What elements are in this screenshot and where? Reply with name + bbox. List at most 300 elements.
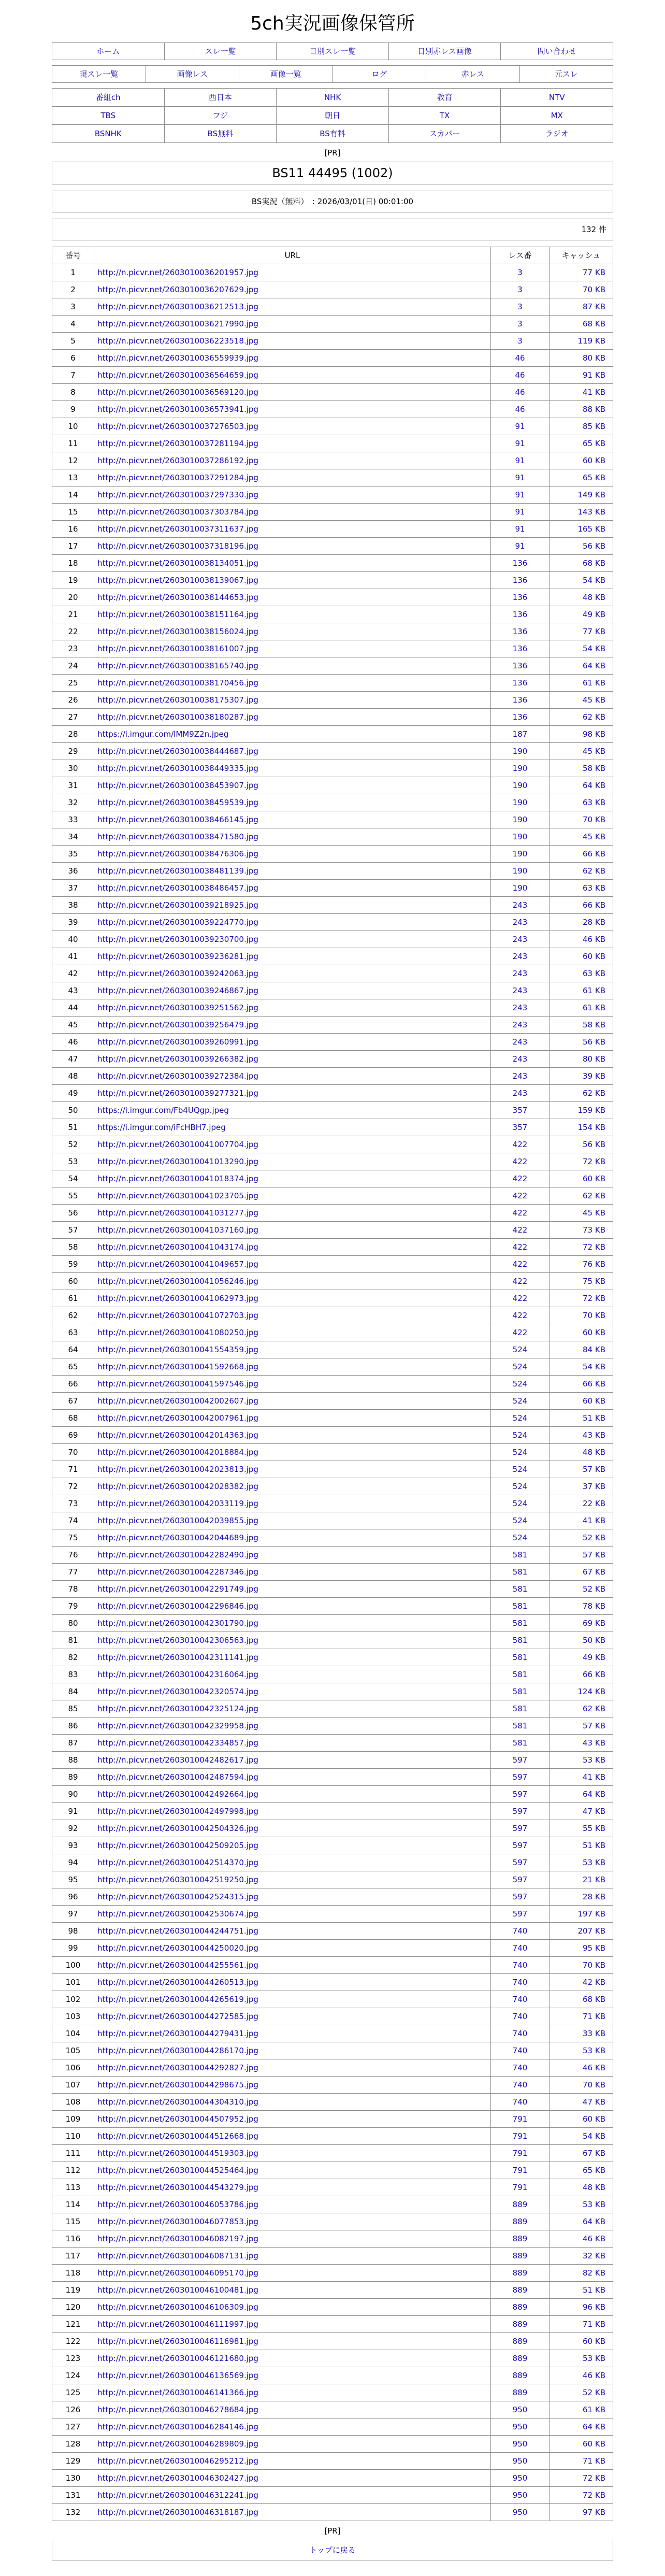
cache-link[interactable]	[550, 948, 613, 965]
cache-link[interactable]	[550, 1034, 613, 1051]
cache-link[interactable]	[550, 1666, 613, 1683]
image-url-link[interactable]: http://n.picvr.net/2603010038161007.jpg	[97, 644, 258, 653]
res-number-link[interactable]: 950	[491, 2401, 550, 2418]
cache-link[interactable]	[550, 555, 613, 572]
cache-link[interactable]	[550, 2470, 613, 2487]
cache-link[interactable]	[550, 1923, 613, 1940]
res-number-link[interactable]: 190	[491, 828, 550, 846]
image-url-link[interactable]: http://n.picvr.net/2603010039272384.jpg	[97, 1071, 258, 1081]
cache-size-link[interactable]: 72 KB	[583, 1294, 605, 1303]
cache-size-link[interactable]: 53 KB	[583, 1755, 605, 1765]
image-url-link[interactable]: http://n.picvr.net/2603010046106309.jpg	[97, 2302, 258, 2312]
cache-link[interactable]	[550, 2077, 613, 2094]
image-url-link[interactable]: http://n.picvr.net/2603010038449335.jpg	[97, 764, 258, 773]
cache-link[interactable]	[550, 2248, 613, 2265]
cache-size-link[interactable]: 51 KB	[583, 2285, 605, 2295]
cache-link[interactable]	[550, 1153, 613, 1170]
image-url-link[interactable]: http://n.picvr.net/2603010042002607.jpg	[97, 1396, 258, 1406]
image-url-link[interactable]: https://i.imgur.com/Fb4UQgp.jpeg	[97, 1106, 229, 1115]
cache-link[interactable]	[550, 2299, 613, 2316]
res-number-link[interactable]: 243	[491, 999, 550, 1017]
image-url-link[interactable]: http://n.picvr.net/2603010041018374.jpg	[97, 1174, 258, 1183]
nav-item-link[interactable]: 日別赤レス画像	[417, 47, 472, 56]
image-url-link[interactable]: http://n.picvr.net/2603010038151164.jpg	[97, 610, 258, 619]
image-url-link[interactable]: http://n.picvr.net/2603010042482617.jpg	[97, 1755, 258, 1765]
cache-size-link[interactable]: 58 KB	[583, 1020, 605, 1029]
channel-item[interactable]	[52, 125, 165, 143]
res-number-link[interactable]: 136	[491, 640, 550, 657]
cache-link[interactable]	[550, 777, 613, 794]
res-number-link[interactable]: 357	[491, 1102, 550, 1119]
cache-link[interactable]	[550, 1769, 613, 1786]
image-url-link[interactable]: http://n.picvr.net/2603010046312241.jpg	[97, 2491, 258, 2500]
image-url-link[interactable]: http://n.picvr.net/2603010042492664.jpg	[97, 1790, 258, 1799]
res-number-link[interactable]: 243	[491, 1017, 550, 1034]
channel-item-link[interactable]: 西日本	[208, 92, 232, 102]
cache-size-link[interactable]: 45 KB	[583, 832, 605, 841]
image-url-link[interactable]: http://n.picvr.net/2603010046100481.jpg	[97, 2285, 258, 2295]
res-number-link[interactable]: 3	[491, 298, 550, 316]
res-number-link[interactable]: 889	[491, 2333, 550, 2350]
res-number-link[interactable]: 524	[491, 1393, 550, 1410]
subnav-item[interactable]	[52, 66, 146, 83]
cache-size-link[interactable]: 54 KB	[583, 576, 605, 585]
cache-size-link[interactable]: 55 KB	[583, 1824, 605, 1833]
cache-link[interactable]	[550, 2025, 613, 2042]
res-number-link[interactable]: 243	[491, 1085, 550, 1102]
res-number-link[interactable]: 524	[491, 1341, 550, 1358]
image-url-link[interactable]: http://n.picvr.net/2603010042306563.jpg	[97, 1636, 258, 1645]
image-url-link[interactable]: http://n.picvr.net/2603010044507952.jpg	[97, 2114, 258, 2124]
cache-link[interactable]	[550, 1273, 613, 1290]
cache-size-link[interactable]: 46 KB	[583, 2063, 605, 2072]
image-url-link[interactable]: http://n.picvr.net/2603010042320574.jpg	[97, 1687, 258, 1696]
res-number-link[interactable]: 243	[491, 982, 550, 999]
image-url-link[interactable]: http://n.picvr.net/2603010037286192.jpg	[97, 456, 258, 465]
image-url-link[interactable]: http://n.picvr.net/2603010041049657.jpg	[97, 1260, 258, 1269]
channel-item[interactable]	[164, 125, 277, 143]
res-number-link[interactable]: 136	[491, 657, 550, 675]
res-number-link[interactable]: 740	[491, 2008, 550, 2025]
cache-link[interactable]	[550, 1957, 613, 1974]
image-url-link[interactable]: http://n.picvr.net/2603010046295212.jpg	[97, 2456, 258, 2466]
res-number-link[interactable]: 950	[491, 2470, 550, 2487]
res-number-link[interactable]: 524	[491, 1376, 550, 1393]
cache-link[interactable]	[550, 1615, 613, 1632]
res-number-link[interactable]: 581	[491, 1615, 550, 1632]
image-url-link[interactable]: http://n.picvr.net/2603010039230700.jpg	[97, 935, 258, 944]
cache-size-link[interactable]: 66 KB	[583, 1379, 605, 1389]
res-number-link[interactable]: 422	[491, 1205, 550, 1222]
image-url-link[interactable]: http://n.picvr.net/2603010046087131.jpg	[97, 2251, 258, 2260]
nav-item-link[interactable]: 日別スレ一覧	[309, 47, 356, 56]
cache-size-link[interactable]: 47 KB	[583, 1807, 605, 1816]
cache-size-link[interactable]: 57 KB	[583, 1465, 605, 1474]
cache-size-link[interactable]: 68 KB	[583, 559, 605, 568]
res-number-link[interactable]: 91	[491, 538, 550, 555]
channel-item-link[interactable]: MX	[551, 110, 563, 120]
cache-size-link[interactable]: 48 KB	[583, 1448, 605, 1457]
cache-link[interactable]	[550, 1410, 613, 1427]
cache-link[interactable]	[550, 1854, 613, 1871]
image-url-link[interactable]: http://n.picvr.net/2603010037297330.jpg	[97, 490, 258, 499]
cache-link[interactable]	[550, 1974, 613, 1991]
image-url-link[interactable]: http://n.picvr.net/2603010044519303.jpg	[97, 2149, 258, 2158]
cache-size-link[interactable]: 54 KB	[583, 2131, 605, 2141]
channel-item[interactable]	[501, 107, 613, 125]
res-number-link[interactable]: 950	[491, 2418, 550, 2436]
image-url-link[interactable]: http://n.picvr.net/2603010039260991.jpg	[97, 1037, 258, 1047]
image-url-link[interactable]: http://n.picvr.net/2603010041062973.jpg	[97, 1294, 258, 1303]
cache-size-link[interactable]: 71 KB	[583, 2012, 605, 2021]
image-url-link[interactable]: http://n.picvr.net/2603010042311141.jpg	[97, 1653, 258, 1662]
cache-size-link[interactable]: 66 KB	[583, 900, 605, 910]
cache-size-link[interactable]: 56 KB	[583, 1140, 605, 1149]
image-url-link[interactable]: http://n.picvr.net/2603010046136569.jpg	[97, 2371, 258, 2380]
cache-size-link[interactable]: 32 KB	[583, 2251, 605, 2260]
res-number-link[interactable]: 889	[491, 2196, 550, 2213]
image-url-link[interactable]: http://n.picvr.net/2603010036569120.jpg	[97, 388, 258, 397]
res-number-link[interactable]: 46	[491, 384, 550, 401]
cache-link[interactable]	[550, 316, 613, 333]
image-url-link[interactable]: http://n.picvr.net/2603010041597546.jpg	[97, 1379, 258, 1389]
image-url-link[interactable]: http://n.picvr.net/2603010042044689.jpg	[97, 1533, 258, 1542]
image-url-link[interactable]: http://n.picvr.net/2603010041037160.jpg	[97, 1225, 258, 1235]
image-url-link[interactable]: http://n.picvr.net/2603010039266382.jpg	[97, 1054, 258, 1064]
res-number-link[interactable]: 889	[491, 2350, 550, 2367]
image-url-link[interactable]: http://n.picvr.net/2603010041023705.jpg	[97, 1191, 258, 1200]
res-number-link[interactable]: 46	[491, 350, 550, 367]
cache-size-link[interactable]: 62 KB	[583, 1089, 605, 1098]
res-number-link[interactable]: 889	[491, 2230, 550, 2248]
image-url-link[interactable]: http://n.picvr.net/2603010039256479.jpg	[97, 1020, 258, 1029]
image-url-link[interactable]: http://n.picvr.net/2603010042301790.jpg	[97, 1619, 258, 1628]
cache-size-link[interactable]: 68 KB	[583, 319, 605, 328]
res-number-link[interactable]: 889	[491, 2213, 550, 2230]
cache-size-link[interactable]: 54 KB	[583, 644, 605, 653]
cache-link[interactable]	[550, 2504, 613, 2521]
res-number-link[interactable]: 190	[491, 760, 550, 777]
cache-link[interactable]	[550, 2282, 613, 2299]
res-number-link[interactable]: 46	[491, 367, 550, 384]
cache-size-link[interactable]: 77 KB	[583, 627, 605, 636]
cache-link[interactable]	[550, 504, 613, 521]
cache-link[interactable]	[550, 1051, 613, 1068]
image-url-link[interactable]: http://n.picvr.net/2603010044250020.jpg	[97, 1943, 258, 1953]
res-number-link[interactable]: 597	[491, 1752, 550, 1769]
image-url-link[interactable]: http://n.picvr.net/2603010036564659.jpg	[97, 370, 258, 380]
cache-link[interactable]	[550, 1564, 613, 1581]
image-url-link[interactable]: http://n.picvr.net/2603010041013290.jpg	[97, 1157, 258, 1166]
image-url-link[interactable]: http://n.picvr.net/2603010041592668.jpg	[97, 1362, 258, 1371]
res-number-link[interactable]: 791	[491, 2128, 550, 2145]
cache-link[interactable]	[550, 811, 613, 828]
image-url-link[interactable]: http://n.picvr.net/2603010041007704.jpg	[97, 1140, 258, 1149]
cache-size-link[interactable]: 63 KB	[583, 883, 605, 893]
channel-item-link[interactable]: TX	[439, 110, 450, 120]
cache-size-link[interactable]: 43 KB	[583, 1738, 605, 1748]
cache-link[interactable]	[550, 1222, 613, 1239]
subnav-item[interactable]	[239, 66, 333, 83]
subnav-item[interactable]	[332, 66, 426, 83]
res-number-link[interactable]: 190	[491, 777, 550, 794]
res-number-link[interactable]: 422	[491, 1290, 550, 1307]
image-url-link[interactable]: http://n.picvr.net/2603010042282490.jpg	[97, 1550, 258, 1559]
res-number-link[interactable]: 136	[491, 692, 550, 709]
channel-item-link[interactable]: BS無料	[207, 128, 234, 138]
cache-link[interactable]	[550, 1495, 613, 1512]
channel-item[interactable]	[52, 107, 165, 125]
res-number-link[interactable]: 524	[491, 1358, 550, 1376]
cache-size-link[interactable]: 149 KB	[577, 490, 605, 499]
image-url-link[interactable]: http://n.picvr.net/2603010046116981.jpg	[97, 2337, 258, 2346]
channel-item[interactable]	[277, 125, 389, 143]
res-number-link[interactable]: 581	[491, 1547, 550, 1564]
image-url-link[interactable]: http://n.picvr.net/2603010042023813.jpg	[97, 1465, 258, 1474]
image-url-link[interactable]: http://n.picvr.net/2603010038144653.jpg	[97, 593, 258, 602]
cache-link[interactable]	[550, 999, 613, 1017]
channel-item-link[interactable]: BSNHK	[94, 128, 122, 138]
cache-link[interactable]	[550, 469, 613, 486]
res-number-link[interactable]: 243	[491, 931, 550, 948]
cache-link[interactable]	[550, 1393, 613, 1410]
cache-link[interactable]	[550, 1205, 613, 1222]
res-number-link[interactable]: 889	[491, 2384, 550, 2401]
cache-size-link[interactable]: 69 KB	[583, 1619, 605, 1628]
image-url-link[interactable]: http://n.picvr.net/2603010039218925.jpg	[97, 900, 258, 910]
nav-item-link[interactable]: スレ一覧	[205, 47, 236, 56]
cache-size-link[interactable]: 43 KB	[583, 1430, 605, 1440]
cache-size-link[interactable]: 91 KB	[583, 370, 605, 380]
image-url-link[interactable]: http://n.picvr.net/2603010046111997.jpg	[97, 2320, 258, 2329]
image-url-link[interactable]: http://n.picvr.net/2603010037291284.jpg	[97, 473, 258, 482]
res-number-link[interactable]: 136	[491, 623, 550, 640]
cache-link[interactable]	[550, 743, 613, 760]
cache-size-link[interactable]: 58 KB	[583, 764, 605, 773]
image-url-link[interactable]: http://n.picvr.net/2603010038471580.jpg	[97, 832, 258, 841]
cache-link[interactable]	[550, 640, 613, 657]
res-number-link[interactable]: 791	[491, 2145, 550, 2162]
res-number-link[interactable]: 3	[491, 316, 550, 333]
nav-item[interactable]	[388, 43, 501, 60]
image-url-link[interactable]: http://n.picvr.net/2603010042007961.jpg	[97, 1413, 258, 1423]
image-url-link[interactable]: http://n.picvr.net/2603010037318196.jpg	[97, 541, 258, 551]
cache-link[interactable]	[550, 589, 613, 606]
res-number-link[interactable]: 91	[491, 469, 550, 486]
subnav-item-link[interactable]: 画像一覧	[270, 69, 301, 79]
channel-item-link[interactable]: フジ	[212, 110, 228, 120]
image-url-link[interactable]: https://i.imgur.com/lMM9Z2n.jpeg	[97, 729, 229, 739]
image-url-link[interactable]: http://n.picvr.net/2603010041554359.jpg	[97, 1345, 258, 1354]
channel-item-link[interactable]: 朝日	[324, 110, 340, 120]
cache-link[interactable]	[550, 1598, 613, 1615]
res-number-link[interactable]: 136	[491, 555, 550, 572]
res-number-link[interactable]: 190	[491, 863, 550, 880]
res-number-link[interactable]: 740	[491, 2059, 550, 2077]
res-number-link[interactable]: 597	[491, 1786, 550, 1803]
image-url-link[interactable]: http://n.picvr.net/2603010044525464.jpg	[97, 2166, 258, 2175]
res-number-link[interactable]: 91	[491, 452, 550, 469]
image-url-link[interactable]: http://n.picvr.net/2603010036207629.jpg	[97, 285, 258, 294]
res-number-link[interactable]: 597	[491, 1888, 550, 1906]
image-url-link[interactable]: http://n.picvr.net/2603010036573941.jpg	[97, 405, 258, 414]
cache-size-link[interactable]: 46 KB	[583, 2371, 605, 2380]
cache-size-link[interactable]: 28 KB	[583, 1892, 605, 1901]
image-url-link[interactable]: http://n.picvr.net/2603010042334857.jpg	[97, 1738, 258, 1748]
image-url-link[interactable]: http://n.picvr.net/2603010044298675.jpg	[97, 2080, 258, 2090]
image-url-link[interactable]: http://n.picvr.net/2603010044265619.jpg	[97, 1995, 258, 2004]
cache-size-link[interactable]: 72 KB	[583, 2473, 605, 2483]
res-number-link[interactable]: 740	[491, 1923, 550, 1940]
image-url-link[interactable]: http://n.picvr.net/2603010036212513.jpg	[97, 302, 258, 311]
res-number-link[interactable]: 581	[491, 1683, 550, 1700]
cache-size-link[interactable]: 57 KB	[583, 1550, 605, 1559]
cache-link[interactable]	[550, 1837, 613, 1854]
image-url-link[interactable]: http://n.picvr.net/2603010046284146.jpg	[97, 2422, 258, 2431]
image-url-link[interactable]: http://n.picvr.net/2603010036217990.jpg	[97, 319, 258, 328]
cache-size-link[interactable]: 45 KB	[583, 695, 605, 705]
cache-size-link[interactable]: 72 KB	[583, 2491, 605, 2500]
cache-link[interactable]	[550, 2350, 613, 2367]
cache-link[interactable]	[550, 1187, 613, 1205]
cache-size-link[interactable]: 56 KB	[583, 1037, 605, 1047]
res-number-link[interactable]: 190	[491, 811, 550, 828]
res-number-link[interactable]: 524	[491, 1512, 550, 1529]
nav-item[interactable]	[277, 43, 389, 60]
res-number-link[interactable]: 740	[491, 2042, 550, 2059]
channel-item[interactable]	[277, 107, 389, 125]
cache-size-link[interactable]: 56 KB	[583, 541, 605, 551]
cache-link[interactable]	[550, 846, 613, 863]
channel-item[interactable]	[52, 89, 165, 107]
cache-size-link[interactable]: 64 KB	[583, 2422, 605, 2431]
cache-size-link[interactable]: 68 KB	[583, 1995, 605, 2004]
image-url-link[interactable]: http://n.picvr.net/2603010044304310.jpg	[97, 2097, 258, 2107]
image-url-link[interactable]: http://n.picvr.net/2603010042014363.jpg	[97, 1430, 258, 1440]
cache-link[interactable]	[550, 521, 613, 538]
res-number-link[interactable]: 243	[491, 914, 550, 931]
res-number-link[interactable]: 243	[491, 1068, 550, 1085]
res-number-link[interactable]: 597	[491, 1837, 550, 1854]
cache-size-link[interactable]: 21 KB	[583, 1875, 605, 1884]
res-number-link[interactable]: 190	[491, 794, 550, 811]
cache-link[interactable]	[550, 606, 613, 623]
channel-item[interactable]	[388, 125, 501, 143]
cache-link[interactable]	[550, 2453, 613, 2470]
res-number-link[interactable]: 524	[491, 1444, 550, 1461]
res-number-link[interactable]: 597	[491, 1769, 550, 1786]
cache-size-link[interactable]: 61 KB	[583, 1003, 605, 1012]
image-url-link[interactable]: http://n.picvr.net/2603010046082197.jpg	[97, 2234, 258, 2243]
cache-link[interactable]	[550, 538, 613, 555]
back-to-top[interactable]	[52, 2540, 613, 2560]
cache-size-link[interactable]: 60 KB	[583, 1396, 605, 1406]
cache-size-link[interactable]: 53 KB	[583, 2354, 605, 2363]
cache-link[interactable]	[550, 760, 613, 777]
cache-link[interactable]	[550, 692, 613, 709]
nav-item[interactable]	[501, 43, 613, 60]
image-url-link[interactable]: http://n.picvr.net/2603010038466145.jpg	[97, 815, 258, 824]
res-number-link[interactable]: 889	[491, 2265, 550, 2282]
image-url-link[interactable]: http://n.picvr.net/2603010038175307.jpg	[97, 695, 258, 705]
cache-size-link[interactable]: 80 KB	[583, 353, 605, 363]
image-url-link[interactable]: http://n.picvr.net/2603010039251562.jpg	[97, 1003, 258, 1012]
cache-size-link[interactable]: 80 KB	[583, 1054, 605, 1064]
cache-link[interactable]	[550, 2401, 613, 2418]
nav-item[interactable]	[52, 43, 165, 60]
res-number-link[interactable]: 581	[491, 1666, 550, 1683]
res-number-link[interactable]: 950	[491, 2436, 550, 2453]
cache-size-link[interactable]: 64 KB	[583, 1790, 605, 1799]
cache-size-link[interactable]: 76 KB	[583, 1260, 605, 1269]
res-number-link[interactable]: 791	[491, 2179, 550, 2196]
cache-link[interactable]	[550, 2316, 613, 2333]
res-number-link[interactable]: 597	[491, 1854, 550, 1871]
cache-link[interactable]	[550, 1068, 613, 1085]
image-url-link[interactable]: http://n.picvr.net/2603010038476306.jpg	[97, 849, 258, 858]
image-url-link[interactable]: http://n.picvr.net/2603010042487594.jpg	[97, 1772, 258, 1782]
res-number-link[interactable]: 190	[491, 880, 550, 897]
res-number-link[interactable]: 190	[491, 743, 550, 760]
res-number-link[interactable]: 581	[491, 1735, 550, 1752]
cache-link[interactable]	[550, 1290, 613, 1307]
cache-size-link[interactable]: 77 KB	[583, 268, 605, 277]
cache-size-link[interactable]: 51 KB	[583, 1841, 605, 1850]
image-url-link[interactable]: http://n.picvr.net/2603010041043174.jpg	[97, 1242, 258, 1252]
cache-link[interactable]	[550, 1786, 613, 1803]
cache-size-link[interactable]: 49 KB	[583, 1653, 605, 1662]
cache-link[interactable]	[550, 2196, 613, 2213]
cache-size-link[interactable]: 52 KB	[583, 1533, 605, 1542]
cache-link[interactable]	[550, 2145, 613, 2162]
channel-item[interactable]	[501, 125, 613, 143]
cache-link[interactable]	[550, 931, 613, 948]
image-url-link[interactable]: http://n.picvr.net/2603010038170456.jpg	[97, 678, 258, 688]
cache-size-link[interactable]: 88 KB	[583, 405, 605, 414]
cache-link[interactable]	[550, 1581, 613, 1598]
image-url-link[interactable]: http://n.picvr.net/2603010044279431.jpg	[97, 2029, 258, 2038]
cache-size-link[interactable]: 63 KB	[583, 969, 605, 978]
cache-link[interactable]	[550, 2059, 613, 2077]
cache-link[interactable]	[550, 2162, 613, 2179]
image-url-link[interactable]: http://n.picvr.net/2603010044255561.jpg	[97, 1960, 258, 1970]
res-number-link[interactable]: 3	[491, 264, 550, 281]
res-number-link[interactable]: 243	[491, 965, 550, 982]
cache-link[interactable]	[550, 1718, 613, 1735]
cache-size-link[interactable]: 62 KB	[583, 1191, 605, 1200]
image-url-link[interactable]: http://n.picvr.net/2603010038453907.jpg	[97, 781, 258, 790]
cache-link[interactable]	[550, 418, 613, 435]
image-url-link[interactable]: http://n.picvr.net/2603010042291749.jpg	[97, 1584, 258, 1594]
res-number-link[interactable]: 136	[491, 709, 550, 726]
channel-item-link[interactable]: 教育	[437, 92, 453, 102]
cache-link[interactable]	[550, 572, 613, 589]
image-url-link[interactable]: http://n.picvr.net/2603010042039855.jpg	[97, 1516, 258, 1525]
cache-size-link[interactable]: 60 KB	[583, 1174, 605, 1183]
cache-size-link[interactable]: 64 KB	[583, 661, 605, 670]
cache-size-link[interactable]: 37 KB	[583, 1482, 605, 1491]
image-url-link[interactable]: http://n.picvr.net/2603010042028382.jpg	[97, 1482, 258, 1491]
cache-link[interactable]	[550, 486, 613, 504]
cache-size-link[interactable]: 71 KB	[583, 2456, 605, 2466]
cache-size-link[interactable]: 75 KB	[583, 1277, 605, 1286]
image-url-link[interactable]: http://n.picvr.net/2603010042504326.jpg	[97, 1824, 258, 1833]
cache-link[interactable]	[550, 2213, 613, 2230]
channel-item[interactable]	[501, 89, 613, 107]
cache-link[interactable]	[550, 2418, 613, 2436]
cache-size-link[interactable]: 41 KB	[583, 1516, 605, 1525]
image-url-link[interactable]: http://n.picvr.net/2603010038156024.jpg	[97, 627, 258, 636]
